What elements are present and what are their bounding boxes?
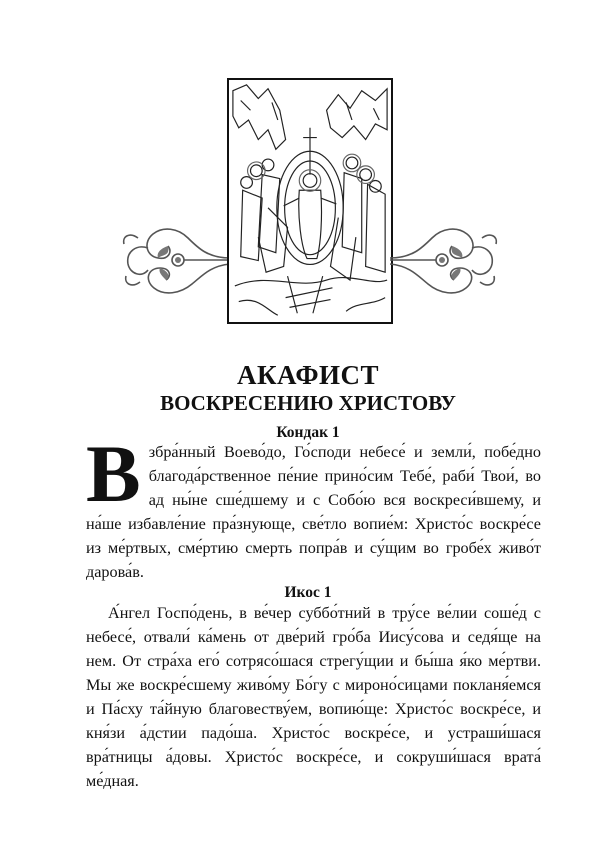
left-ornament-icon (118, 218, 230, 300)
drop-cap: В (86, 428, 141, 519)
ikos-heading: Икос 1 (284, 584, 332, 601)
right-ornament-icon (390, 218, 502, 300)
header-illustration (118, 78, 502, 330)
resurrection-icon (227, 78, 393, 324)
kondak-heading: Кондак 1 (276, 424, 340, 441)
ikos-paragraph: А́нгел Госпо́день, в ве́чер суббо́тний в тру́се ве́лии соше́д с небесе́, отвали́ ка́мень от две́рий гро́ба Иису́сова и седя́ще на нем. От стра́ха его́ сотрясо́шася стрегу́щии и бы́ша я́ко ме́ртви. Мы же воскре́сшему живо́му Бо́гу с мироно́сицами покланя́емся и Па́сху та́йную благовеству́ем, вопию́ще: Христо́с воскре́се, и кня́зи а́дстии падо́ша. Христо́с воскре́се, и устраши́шася вра́тницы а́довы. Христо́с воскре́се, и сокруши́шася врата́ ме́дная. (86, 604, 541, 790)
page-title: АКАФИСТ (236, 360, 380, 390)
page-subtitle: ВОСКРЕСЕНИЮ ХРИСТОВУ (160, 391, 456, 415)
kondak-text: збра́нный Воево́до, Го́споди небесе́ и земли́, побе́дно благода́рственное пе́ние прино́сим Тебе́, раби́ Твои́, во ад ны́не сше́дшему и с Собо́ю вся воскреси́вшему, и на́ше избавле́ние пра́знующе, све́тло вопие́м: Христо́с воскре́се из ме́ртвых, сме́ртию смерть попра́в и су́щим во гробе́х живо́т дарова́в. (86, 443, 541, 581)
